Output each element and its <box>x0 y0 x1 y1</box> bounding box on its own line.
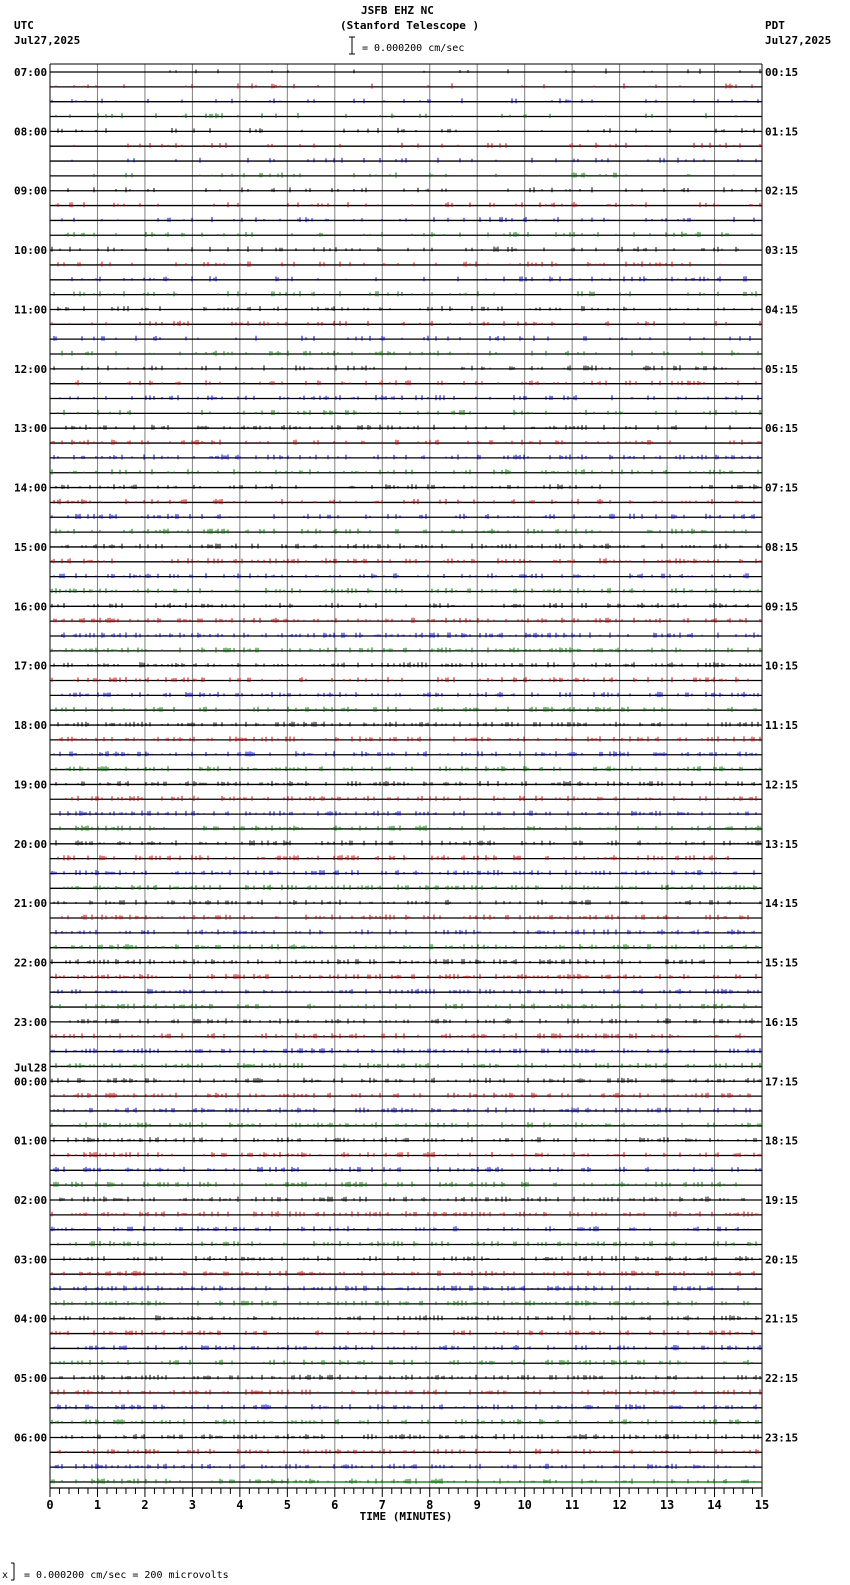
trace-signal <box>52 1004 756 1009</box>
trace-signal <box>52 959 758 964</box>
station-title: JSFB EHZ NC <box>361 4 434 17</box>
right-date: Jul27,2025 <box>765 34 832 47</box>
trace-signal <box>58 1449 758 1454</box>
utc-hour-label: 20:00 <box>14 837 48 851</box>
trace-signal <box>52 603 748 608</box>
trace-signal <box>62 217 754 222</box>
trace-signal <box>58 410 760 415</box>
trace-signal <box>56 1063 760 1068</box>
trace-signal <box>52 974 756 979</box>
trace-signal <box>52 1389 760 1394</box>
pdt-hour-label: 03:15 <box>765 244 799 258</box>
pdt-hour-label: 07:15 <box>765 481 799 495</box>
pdt-hour-label: 06:15 <box>765 422 799 436</box>
pdt-hour-label: 23:15 <box>765 1431 799 1445</box>
trace-signal <box>56 484 758 489</box>
x-tick-label: 4 <box>236 1498 244 1512</box>
trace-signal <box>56 1300 748 1305</box>
trace-signal <box>52 1226 748 1231</box>
utc-hour-label: 03:00 <box>14 1253 48 1267</box>
trace-signal <box>54 573 748 578</box>
utc-hour-label: 22:00 <box>14 956 48 970</box>
pdt-hour-label: 02:15 <box>765 184 799 198</box>
trace-signal <box>52 1048 760 1053</box>
trace-signal <box>74 143 760 148</box>
utc-hour-label: 17:00 <box>14 659 48 673</box>
utc-hour-label: 06:00 <box>14 1431 48 1445</box>
trace-signal <box>54 291 756 296</box>
trace-signal <box>62 544 758 549</box>
pdt-hour-label: 18:15 <box>765 1134 799 1148</box>
trace-signal <box>56 766 760 771</box>
x-axis-label: TIME (MINUTES) <box>359 1510 453 1523</box>
trace-signal <box>52 870 754 875</box>
trace-signal <box>54 455 758 460</box>
trace-signal <box>60 811 756 816</box>
trace-signal <box>56 202 760 207</box>
footer-scale-note: = 0.000200 cm/sec = 200 microvolts <box>24 1570 229 1581</box>
pdt-hour-label: 04:15 <box>765 303 799 317</box>
x-tick-label: 10 <box>517 1498 532 1512</box>
trace-signal <box>56 1404 756 1409</box>
pdt-hour-label: 01:15 <box>765 125 799 139</box>
pdt-hour-label: 15:15 <box>765 956 799 970</box>
x-tick-label: 11 <box>564 1498 580 1512</box>
pdt-hour-label: 11:15 <box>765 719 799 733</box>
utc-hour-label: 02:00 <box>14 1194 48 1207</box>
trace-signal <box>56 840 760 845</box>
trace-signal <box>54 1286 756 1291</box>
utc-hour-label: 12:00 <box>14 362 48 376</box>
utc-hour-label: 11:00 <box>14 303 48 317</box>
trace-signal <box>56 83 752 88</box>
pdt-hour-label: 08:15 <box>765 540 799 554</box>
trace-signal <box>54 1093 750 1098</box>
trace-signal <box>64 885 760 890</box>
utc-hour-label: 04:00 <box>14 1312 48 1326</box>
trace-signal <box>66 796 756 801</box>
pdt-hour-label: 10:15 <box>765 659 799 673</box>
trace-signal <box>54 365 754 370</box>
trace-signal <box>70 1018 758 1023</box>
trace-signal <box>60 1375 760 1380</box>
utc-hour-label: 18:00 <box>14 719 48 733</box>
pdt-hour-label: 21:15 <box>765 1312 799 1326</box>
trace-signal <box>52 1330 754 1335</box>
trace-signal <box>60 826 760 831</box>
x-tick-label: 0 <box>46 1498 54 1512</box>
trace-signal <box>62 915 748 920</box>
trace-signal <box>54 1315 758 1320</box>
trace-signal <box>60 395 758 400</box>
x-tick-label: 6 <box>331 1498 339 1512</box>
trace-signal <box>54 1182 736 1187</box>
pdt-hour-label: 17:15 <box>765 1075 799 1089</box>
trace-signal <box>54 751 756 756</box>
trace-signal <box>54 1345 760 1350</box>
trace-signal <box>52 469 758 474</box>
footer-prefix: x <box>2 1570 9 1581</box>
trace-signal <box>52 677 748 682</box>
x-tick-label: 13 <box>659 1498 675 1512</box>
trace-signal <box>60 736 760 741</box>
trace-signal <box>52 247 738 252</box>
trace-signal <box>52 440 760 445</box>
trace-signal <box>52 1211 758 1216</box>
trace-signal <box>64 1256 760 1261</box>
trace-signal <box>54 499 754 504</box>
trace-signal <box>58 306 752 311</box>
trace-signal <box>62 633 758 638</box>
utc-hour-label: 00:00 <box>14 1075 48 1089</box>
utc-hour-label: 19:00 <box>14 778 48 792</box>
footer-scale-bar-icon <box>10 1562 18 1585</box>
trace-signal <box>52 514 754 519</box>
trace-signal <box>52 321 760 326</box>
trace-signal <box>54 1167 760 1172</box>
trace-signal <box>54 1152 760 1157</box>
utc-hour-label: 01:00 <box>14 1134 48 1148</box>
trace-signal <box>54 1464 754 1469</box>
x-tick-label: 5 <box>283 1498 291 1512</box>
x-tick-label: 1 <box>93 1498 102 1512</box>
trace-signal <box>72 158 756 163</box>
left-date: Jul27,2025 <box>14 34 81 47</box>
trace-signal <box>54 1108 760 1113</box>
trace-signal <box>54 1137 756 1142</box>
pdt-hour-label: 12:15 <box>765 778 799 792</box>
utc-hour-label: 21:00 <box>14 897 48 911</box>
trace-signal <box>54 900 760 905</box>
trace-signal <box>56 529 746 534</box>
pdt-hour-label: 22:15 <box>765 1372 799 1386</box>
x-tick-label: 8 <box>426 1498 434 1512</box>
trace-signal <box>56 781 760 786</box>
trace-signal <box>52 588 758 593</box>
trace-signal <box>58 855 728 860</box>
left-timezone: UTC <box>14 19 34 32</box>
pdt-hour-label: 19:15 <box>765 1194 799 1207</box>
x-tick-label: 15 <box>754 1498 770 1512</box>
pdt-hour-label: 16:15 <box>765 1015 799 1029</box>
utc-hour-label: 13:00 <box>14 422 48 436</box>
trace-signal <box>54 336 750 341</box>
pdt-hour-label: 00:15 <box>765 66 799 79</box>
trace-signal <box>52 1122 760 1127</box>
trace-signal <box>68 187 756 192</box>
trace-signal <box>54 662 760 667</box>
utc-hour-label: 15:00 <box>14 540 48 554</box>
scale-label: = 0.000200 cm/sec <box>362 43 465 54</box>
trace-signal <box>62 692 758 697</box>
utc-hour-label: 10:00 <box>14 244 48 258</box>
utc-hour-label: 07:00 <box>14 66 48 79</box>
trace-signal <box>52 647 760 652</box>
trace-signal <box>52 1479 754 1484</box>
trace-signal <box>62 1434 758 1439</box>
trace-signal <box>56 113 736 118</box>
trace-signal <box>54 944 758 949</box>
site-title: (Stanford Telescope ) <box>340 19 480 32</box>
trace-signal <box>66 425 750 430</box>
pdt-hour-label: 14:15 <box>765 897 799 911</box>
trace-signal <box>52 1419 758 1424</box>
right-timezone: PDT <box>765 19 785 32</box>
pdt-hour-label: 13:15 <box>765 837 799 851</box>
trace-signal <box>94 173 734 178</box>
trace-signal <box>54 380 756 385</box>
trace-signal <box>52 1360 752 1365</box>
utc-hour-label: 14:00 <box>14 481 48 495</box>
utc-hour-label: 08:00 <box>14 125 48 139</box>
trace-signal <box>170 69 760 74</box>
pdt-hour-label: 20:15 <box>765 1253 799 1267</box>
utc-hour-label: 05:00 <box>14 1372 48 1386</box>
x-tick-label: 9 <box>473 1498 481 1512</box>
trace-signal <box>52 1033 744 1038</box>
pdt-hour-label: 05:15 <box>765 362 799 376</box>
trace-signal <box>58 128 754 133</box>
x-tick-label: 14 <box>707 1498 722 1512</box>
x-tick-label: 12 <box>612 1498 627 1512</box>
trace-signal <box>60 1197 744 1202</box>
pdt-hour-label: 09:15 <box>765 600 799 614</box>
utc-hour-label: 23:00 <box>14 1015 48 1029</box>
trace-signal <box>66 232 752 237</box>
utc-date-change-label: Jul28 <box>14 1061 48 1075</box>
trace-signal <box>58 262 720 267</box>
trace-signal <box>54 618 760 623</box>
x-tick-label: 3 <box>188 1498 197 1512</box>
trace-signal <box>52 1078 760 1083</box>
trace-signal <box>62 351 758 356</box>
x-tick-label: 2 <box>141 1498 149 1512</box>
trace-signal <box>54 989 758 994</box>
utc-hour-label: 09:00 <box>14 184 48 198</box>
trace-signal <box>52 98 758 103</box>
trace-signal <box>56 929 754 934</box>
trace-signal <box>52 558 760 563</box>
x-tick-label: 7 <box>378 1498 386 1512</box>
trace-signal <box>58 722 758 727</box>
trace-signal <box>56 707 756 712</box>
trace-signal <box>52 1271 754 1276</box>
utc-hour-label: 16:00 <box>14 600 48 614</box>
trace-signal <box>72 276 746 281</box>
trace-signal <box>58 1241 756 1246</box>
